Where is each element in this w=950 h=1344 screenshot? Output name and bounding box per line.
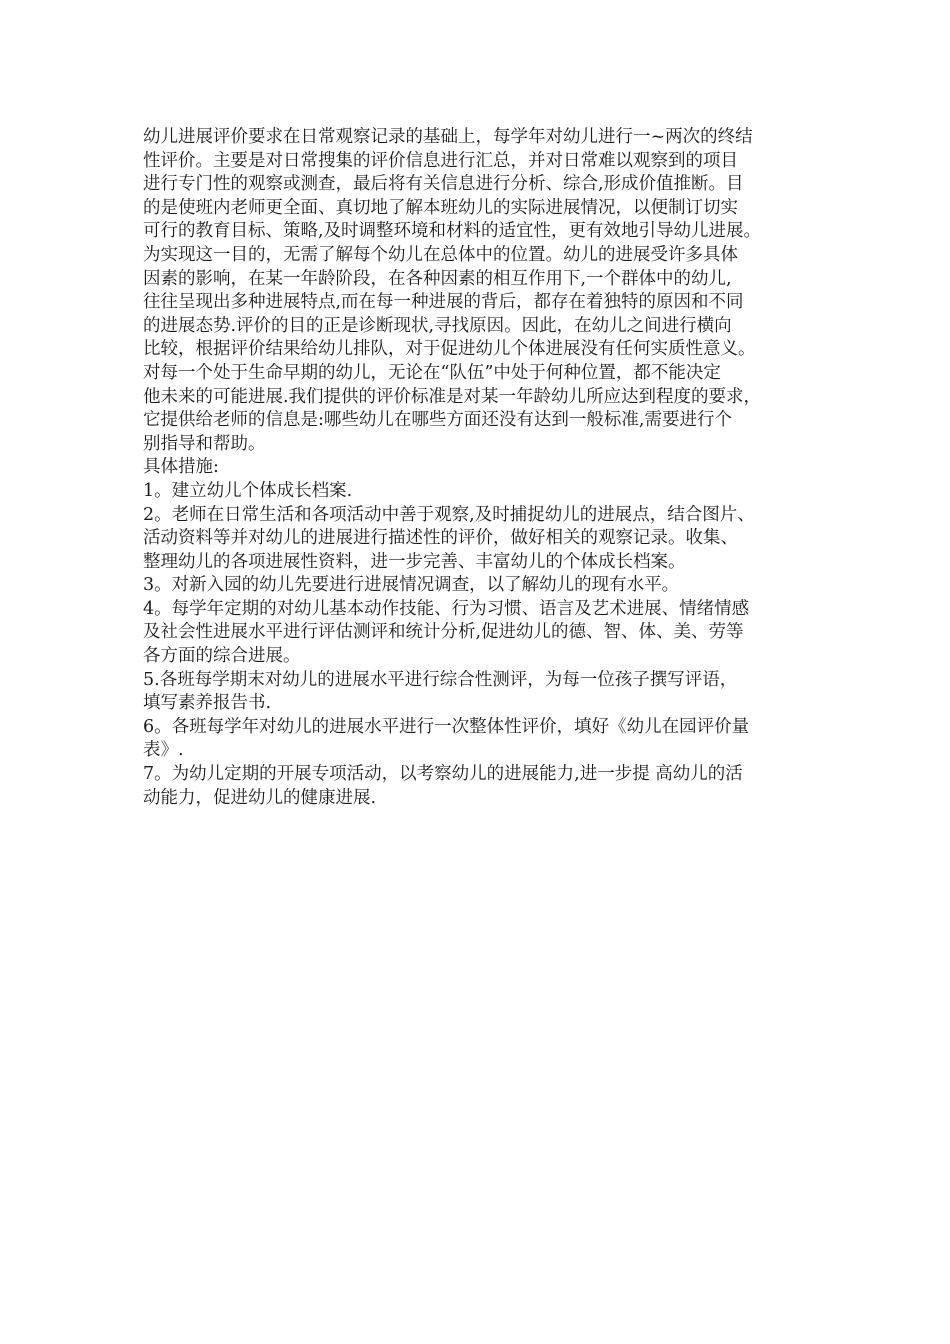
paragraph-line: 因素的影响，在某一年龄阶段，在各种因素的相互作用下,一个群体中的幼儿,	[143, 268, 732, 289]
list-item-line: 填写素养报告书.	[143, 693, 272, 714]
list-item-line: 各方面的综合进展。	[143, 646, 301, 667]
paragraph-line: 幼儿进展评价要求在日常观察记录的基础上，每学年对幼儿进行一~两次的终结	[143, 127, 753, 147]
list-item-line: 表》.	[143, 740, 184, 761]
paragraph-line: 他未来的可能进展.我们提供的评价标准是对某一年龄幼儿所应达到程度的要求，	[143, 386, 762, 407]
list-item-line: 整理幼儿的各项进展性资料，进一步完善、丰富幼儿的个体成长档案。	[143, 551, 686, 572]
paragraph-line: 可行的教育目标、策略,及时调整环境和材料的适宜性，更有效地引导幼儿进展。	[143, 221, 762, 242]
list-item-line: 活动资料等并对幼儿的进展进行描述性的评价，做好相关的观察记录。收集、	[143, 528, 738, 549]
section-heading: 具体措施:	[143, 457, 219, 478]
list-item-line: 2。老师在日常生活和各项活动中善于观察,及时捕捉幼儿的进展点，结合图片、	[143, 504, 755, 525]
list-item-line: 6。各班每学年对幼儿的进展水平进行一次整体性评价，填好《幼儿在园评价量	[143, 716, 750, 737]
paragraph-line: 别指导和帮助。	[143, 433, 266, 454]
paragraph-line: 性评价。主要是对日常搜集的评价信息进行汇总，并对日常难以观察到的项目	[143, 150, 738, 171]
list-item-line: 7。为幼儿定期的开展专项活动，以考察幼儿的进展能力,进一步提 高幼儿的活	[143, 764, 743, 785]
list-item-line: 4。每学年定期的对幼儿基本动作技能、行为习惯、语言及艺术进展、情绪情感	[143, 598, 750, 619]
list-item-line: 5.各班每学期末对幼儿的进展水平进行综合性测评，为每一位孩子撰写评语，	[143, 669, 738, 690]
document-body	[143, 126, 823, 810]
list-item-line: 1。建立幼儿个体成长档案.	[143, 480, 353, 501]
paragraph-line: 进行专门性的观察或测查，最后将有关信息进行分析、综合,形成价值推断。目	[143, 174, 744, 195]
paragraph-line: 它提供给老师的信息是:哪些幼儿在哪些方面还没有达到一般标准,需要进行个	[143, 410, 732, 431]
paragraph-line: 的是使班内老师更全面、真切地了解本班幼儿的实际进展情况，以便制订切实	[143, 197, 738, 218]
list-item-line: 3。对新入园的幼儿先要进行进展情况调查，以了解幼儿的现有水平。	[143, 575, 680, 596]
paragraph-line: 比较，根据评价结果给幼儿排队，对于促进幼儿个体进展没有任何实质性意义。	[143, 339, 756, 360]
paragraph-line: 的进展态势.评价的目的正是诊断现状,寻找原因。因此，在幼儿之间进行横向	[143, 315, 732, 336]
paragraph-line: 对每一个处于生命早期的幼儿，无论在“队伍”中处于何种位置，都不能决定	[143, 362, 721, 383]
list-item-line: 动能力，促进幼儿的健康进展.	[143, 787, 377, 808]
paragraph-line: 往往呈现出多种进展特点,而在每一种进展的背后，都存在着独特的原因和不同	[143, 292, 744, 313]
paragraph-line: 为实现这一目的，无需了解每个幼儿在总体中的位置。幼儿的进展受许多具体	[143, 244, 738, 265]
list-item-line: 及社会性进展水平进行评估测评和统计分析,促进幼儿的德、智、体、美、劳等	[143, 622, 744, 643]
